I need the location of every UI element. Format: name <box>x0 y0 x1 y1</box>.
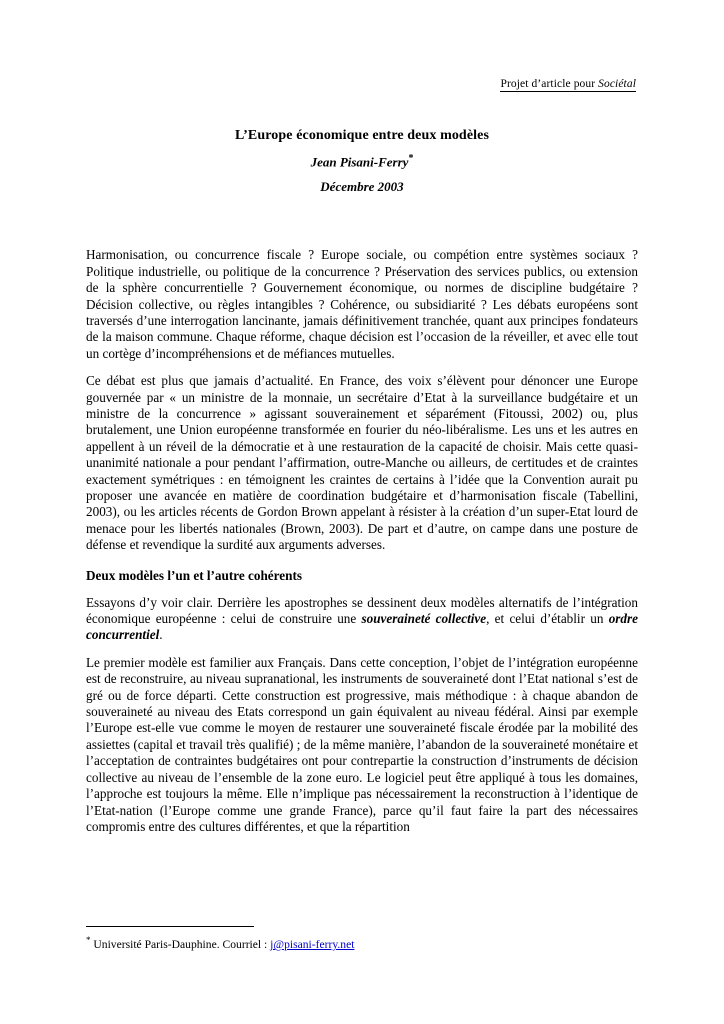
emphasis-souverainete-collective: souveraineté collective <box>361 611 487 627</box>
paragraph-3-part-b: , et celui d’établir un <box>486 611 609 627</box>
paragraph-3-part-a: Essayons d’y voir clair. Derrière les apostrophes se dessinent deux modèles alternatifs de l’intégration économique européenne : celui de construire une <box>86 594 638 627</box>
body-text <box>86 247 638 835</box>
running-header-journal: Sociétal <box>598 78 636 90</box>
footnote-marker: * <box>86 935 91 946</box>
footnote-email-link[interactable]: j@pisani-ferry.net <box>270 938 355 951</box>
author-footnote-marker: * <box>408 153 414 164</box>
paragraph-2: Ce débat est plus que jamais d’actualité. En France, des voix s’élèvent pour dénoncer une Europe gouvernée par « un ministre de la monnaie, un secrétaire d’Etat à la surveillance budgétaire et un ministre de la concurrence » agissant souverainement et séparément (Fitoussi, 2002) ou, plus brutalement, une Union européenne transformée en fourier du néo-libéralisme. Les uns et les autres en appellent à un réveil de la démocratie et à une restauration de la capacité de choisir. Mais cette quasi-unanimité nationale a pour pendant l’affirmation, outre-Manche ou ailleurs, de certitudes et de craintes exactement symétriques : en témoignent les craintes de certains à l’idée que la Convention aurait pu proposer une avancée en matière de coordination budgétaire et d’harmonisation fiscale (Tabellini, 2003), ou les articles récents de Gordon Brown appelant à résister à la création d’un super-Etat lourd de menace pour les libertés nationales (Brown, 2003). De part et d’autre, on campe dans une posture de défense et revendique la surdité aux arguments adverses. <box>86 373 638 553</box>
paragraph-3 <box>86 595 638 644</box>
title-block <box>86 128 638 195</box>
author-label: Jean Pisani-Ferry <box>310 154 409 170</box>
footnote-text-before-link: Université Paris-Dauphine. Courriel : <box>90 938 271 951</box>
section-heading: Deux modèles l’un et l’autre cohérents <box>86 567 302 583</box>
footnote-1 <box>86 933 638 952</box>
page-title: L’Europe économique entre deux modèles <box>235 128 489 143</box>
footnote-separator <box>86 926 254 927</box>
paragraph-1: Harmonisation, ou concurrence fiscale ? Europe sociale, ou compétion entre systèmes sociaux ? Politique industrielle, ou politique de la concurrence ? Préservation des services publics, ou extension de la sphère concurrentielle ? Gouvernement économique, ou normes de discipline budgétaire ? Décision collective, ou règles intangibles ? Cohérence, ou subsidiarité ? Les débats européens sont traversés d’une interrogation lancinante, jamais définitivement tranchée, quant aux principes fondateurs de la maison commune. Chaque réforme, chaque décision est l’occasion de la réveiller, et avec elle tout un cortège d’incompréhensions et de méfiances mutuelles. <box>86 247 638 361</box>
footnote-area <box>86 926 638 952</box>
paragraph-3-part-c: . <box>159 627 163 643</box>
paragraph-4: Le premier modèle est familier aux Français. Dans cette conception, l’objet de l’intégration européenne est de reconstruire, au niveau supranational, les instruments de souveraineté dont l’Etat national s’est de gré ou de force départi. Cette construction est progressive, mais méthodique : à chaque abandon de souveraineté au niveau des Etats correspond un gain équivalent au niveau fédéral. Ainsi par exemple l’Europe est-elle vue comme le moyen de restaurer une souveraineté fiscale érodée par la mobilité des assiettes (capital et travail très qualifié) ; de la même manière, l’abandon de la souveraineté monétaire et l’acceptation de contraintes budgétaires ont pour contrepartie la construction d’instruments de décision collective au niveau de l’ensemble de la zone euro. Le logiciel peut être appliqué à tous les domaines, l’approche est toujours la même. Elle n’implique pas nécessairement la reconstruction à l’identique de l’Etat-nation (l’Europe comme une grande France), parce qu’il faut faire la part des nécessaires compromis entre des cultures différentes, et que la répartition <box>86 654 638 834</box>
running-header-prefix: Projet d’article pour <box>500 78 599 90</box>
publication-date: Décembre 2003 <box>320 179 404 195</box>
author-name <box>86 153 638 170</box>
running-header <box>86 78 638 92</box>
running-header-underline <box>500 78 636 92</box>
emphasis-ordre-concurrentiel: ordre concurrentiel <box>86 611 638 643</box>
